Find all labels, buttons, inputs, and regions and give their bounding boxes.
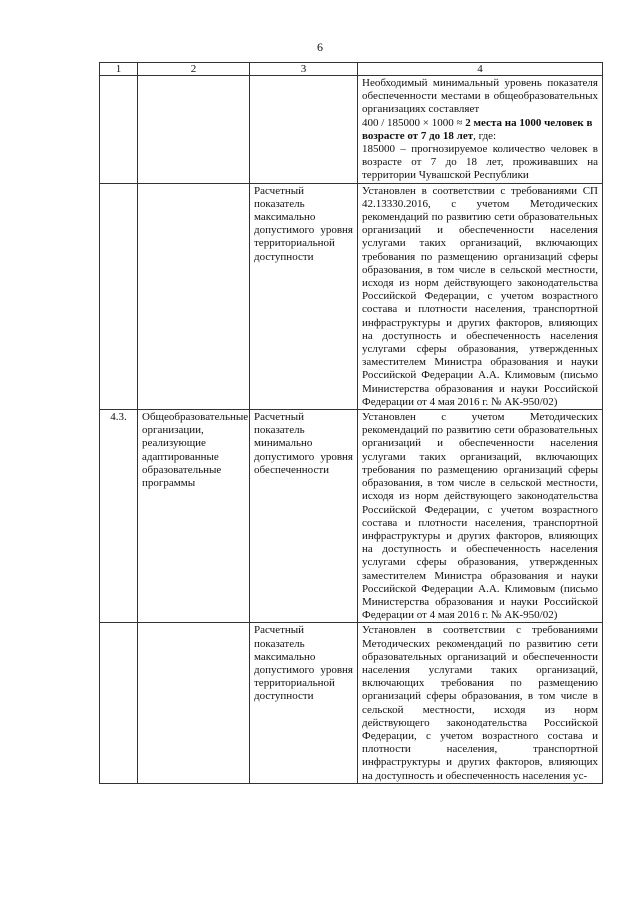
header-col-2: 2 xyxy=(138,63,250,76)
indicator-basis xyxy=(358,76,603,184)
page-number: 6 xyxy=(317,40,323,54)
formula-plain: 400 / 185000 × 1000 ≈ xyxy=(362,116,463,129)
organization-type xyxy=(138,76,250,184)
row-number xyxy=(100,76,138,184)
basis-note: 185000 – прогнозируемое количество человек в возрасте от 7 до 18 лет, проживавших на территории Чувашской Республики xyxy=(362,143,598,182)
indicator-name: Расчетный показатель максимально допустимого уровня территориальной доступности xyxy=(250,183,358,409)
standards-table xyxy=(99,62,603,784)
table-header-row xyxy=(100,63,603,76)
organization-type xyxy=(138,183,250,409)
formula-tail: , где: xyxy=(473,129,497,142)
indicator-name: Расчетный показатель максимально допустимого уровня территориальной доступности xyxy=(250,623,358,783)
table-row xyxy=(100,76,603,184)
table-row xyxy=(100,623,603,783)
row-number xyxy=(100,183,138,409)
row-number: 4.3. xyxy=(100,410,138,623)
header-col-3: 3 xyxy=(250,63,358,76)
indicator-basis: Установлен в соответствии с требованиями СП 42.13330.2016, с учетом Методических рекомендаций по развитию сети образовательных организаций и обеспеченности населения услугами таких организаций, включающих требования по размещению организаций сферы образования, в том числе в сельской местности, исходя из норм действующего законодательства Российской Федерации, с учетом возрастного состава и плотности населения, транспортной инфраструктуры и других факторов, влияющих на доступность и обеспеченность населения услугами сферы образования, утвержденных заместителем Министра образования и науки Российской Федерации А.А. Климовым (письмо Министерства образования и науки Российской Федерации от 4 мая 2016 г. № АК-950/02) xyxy=(358,183,603,409)
indicator-basis: Установлен с учетом Методических рекомендаций по развитию сети образовательных организаций и обеспеченности населения услугами таких организаций, включающих требования по размещению организаций сферы образования, в том числе в сельской местности, исходя из норм действующего законодательства Российской Федерации, с учетом возрастного состава и плотности населения, транспортной инфраструктуры и других факторов, влияющих на доступность и обеспеченность населения услугами сферы образования, утвержденных заместителем Министра образования и науки Российской Федерации А.А. Климовым (письмо Министерства образования и науки Российской Федерации от 4 мая 2016 г. № АК-950/02) xyxy=(358,410,603,623)
table-row xyxy=(100,410,603,623)
indicator-basis: Установлен в соответствии с требованиями Методических рекомендаций по развитию сети образовательных организаций и обеспеченности населения услугами таких организаций, включающих требования по размещению организаций сферы образования, в том числе в сельской местности, исходя из норм действующего законодательства Российской Федерации, с учетом возрастного состава и плотности населения, транспортной инфраструктуры и других факторов, влияющих на доступность и обеспеченность населения ус- xyxy=(358,623,603,783)
basis-formula xyxy=(362,117,598,143)
basis-paragraph: Необходимый минимальный уровень показателя обеспеченности местами в общеобразовательных организациях составляет xyxy=(362,77,598,116)
organization-type: Общеобразовательные организации, реализующие адаптированные образовательные программы xyxy=(138,410,250,623)
indicator-name: Расчетный показатель минимально допустимого уровня обеспеченности xyxy=(250,410,358,623)
header-col-4: 4 xyxy=(358,63,603,76)
header-col-1: 1 xyxy=(100,63,138,76)
indicator-name xyxy=(250,76,358,184)
row-number xyxy=(100,623,138,783)
formula-result: 2 места на 1000 человек в возрасте от 7 до 18 лет xyxy=(362,116,593,142)
organization-type xyxy=(138,623,250,783)
table-row xyxy=(100,183,603,409)
